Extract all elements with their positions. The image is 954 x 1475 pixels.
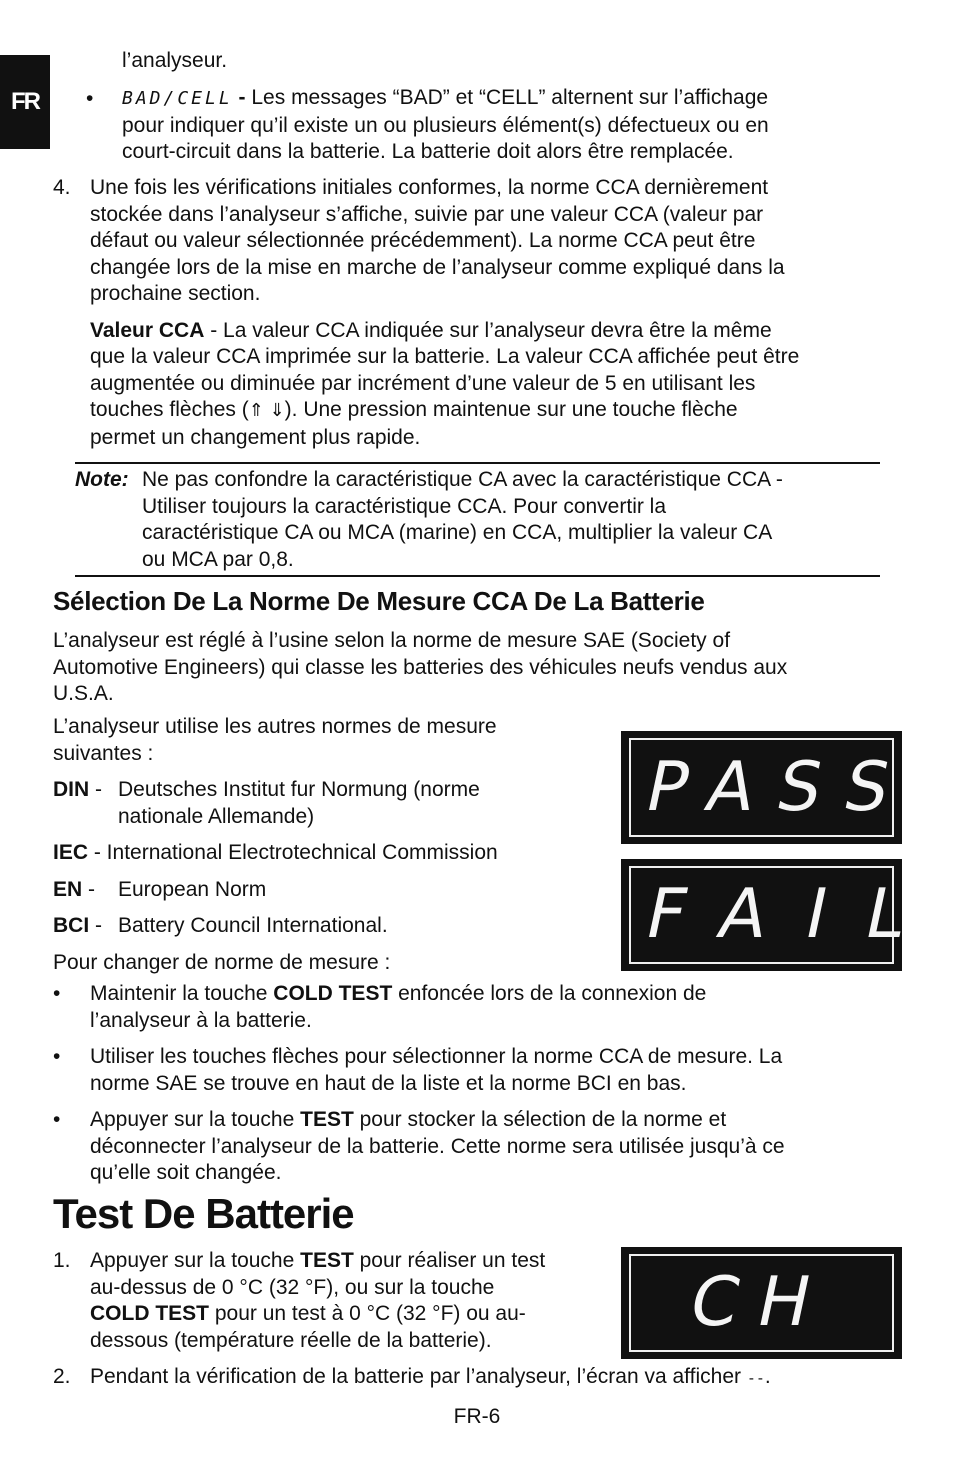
paragraph-line: Automotive Engineers) qui classe les batteries des véhicules neufs vendus aux (53, 655, 788, 679)
norm-text: Deutsches Institut fur Normung (norme (118, 778, 480, 801)
bullet: • (86, 87, 94, 110)
key-name: COLD TEST (90, 1302, 209, 1325)
dash: - (89, 914, 102, 937)
item-text: enfoncée lors de la connexion de (392, 982, 707, 1005)
list-item (53, 1107, 903, 1187)
sae-paragraph (53, 628, 913, 708)
paragraph-line: L’analyseur utilise les autres normes de mesure (53, 715, 497, 738)
display-text: PASS (638, 747, 922, 827)
norm-abbr: EN (53, 877, 83, 901)
norm-text: European Norm (118, 877, 267, 901)
test-step-1 (53, 1248, 613, 1354)
step-number: 2. (53, 1365, 71, 1388)
bullet: • (53, 1108, 61, 1131)
item-text: l’analyseur à la batterie. (90, 1008, 312, 1032)
norm-text: Battery Council International. (118, 914, 388, 937)
note-box (75, 462, 880, 577)
list-item (53, 1044, 903, 1097)
valeur-text: - La valeur CCA indiquée sur l’analyseur devra être la même (204, 318, 772, 342)
norm-abbr: IEC (53, 841, 89, 864)
step-text: stockée dans l’analyseur s’affiche, suivie par une valeur CCA (valeur par (90, 202, 764, 226)
display-ch (621, 1247, 902, 1359)
note-text: ou MCA par 0,8. (142, 547, 294, 571)
step-text: prochaine section. (90, 282, 261, 305)
norm-text: nationale Allemande) (118, 804, 315, 828)
key-name: TEST (300, 1249, 354, 1272)
norm-abbr: DIN (53, 778, 90, 801)
norm-bci (53, 913, 613, 940)
step-text: Une fois les vérifications initiales conformes, la norme CCA dernièrement (90, 176, 769, 199)
step-text: pour un test à 0 °C (32 °F) ou au- (209, 1302, 526, 1325)
key-name: COLD TEST (273, 982, 393, 1005)
step-number: 1. (53, 1249, 71, 1272)
paragraph-line: suivantes : (53, 741, 154, 765)
page-number: FR-6 (453, 1405, 501, 1428)
bad-cell-text: Les messages “BAD” et “CELL” alternent sur l’affichage (251, 86, 769, 109)
norm-text: - International Electrotechnical Commission (88, 841, 498, 864)
item-text: pour stocker la sélection de la norme et (353, 1108, 727, 1131)
item-text: déconnecter l’analyseur de la batterie. Cette norme sera utilisée jusqu’à ce (90, 1134, 785, 1158)
language-tab: FR (0, 55, 50, 149)
step-number: 4. (53, 176, 71, 199)
dash: - (89, 778, 102, 801)
item-text: Maintenir la touche (90, 982, 274, 1005)
dash: - (232, 86, 252, 109)
valeur-text: ). Une pression maintenue sur une touche flèche (284, 398, 738, 421)
list-item (53, 981, 903, 1034)
bullet: • (53, 1045, 61, 1068)
intro-tail: l’analyseur. (122, 49, 228, 72)
item-text: Utiliser les touches flèches pour sélectionner la norme CCA de mesure. La (90, 1045, 783, 1068)
step-text: Pendant la vérification de la batterie par l’analyseur, l’écran va afficher (90, 1365, 747, 1388)
bullet: • (53, 982, 61, 1005)
step-text: défaut ou valeur sélectionnée précédemment). La norme CCA peut être (90, 229, 756, 252)
bad-cell-text: pour indiquer qu’il existe un ou plusieurs élément(s) défectueux ou en (122, 113, 769, 137)
up-down-arrows-icon: ⇑ ⇓ (248, 400, 285, 421)
step-text: changée lors de la mise en marche de l’analyseur comme expliqué dans la (90, 255, 785, 279)
item-text: qu’elle soit changée. (90, 1161, 282, 1184)
step-text: pour réaliser un test (353, 1249, 546, 1272)
note-text: Ne pas confondre la caractéristique CA avec la caractéristique CCA - (142, 468, 783, 491)
paragraph-line: U.S.A. (53, 682, 114, 705)
note-text: Utiliser toujours la caractéristique CCA. Pour convertir la (142, 494, 667, 518)
step-text: au-dessus de 0 °C (32 °F), ou sur la touche (90, 1275, 495, 1299)
dash: - (82, 877, 96, 901)
display-text: FAIL (638, 875, 953, 954)
norm-iec (53, 840, 613, 867)
test-title: Test De Batterie (53, 1190, 354, 1237)
key-name: TEST (300, 1108, 354, 1131)
note-label: Note: (75, 468, 129, 491)
valeur-text: permet un changement plus rapide. (90, 425, 421, 449)
display-fail (621, 859, 953, 971)
paragraph-line: L’analyseur est réglé à l’usine selon la norme de mesure SAE (Society of (53, 629, 731, 652)
change-intro: Pour changer de norme de mesure : (53, 950, 391, 974)
valeur-text: augmentée ou diminuée par incrément d’une valeur de 5 en utilisant les (90, 371, 756, 395)
display-pass (621, 731, 922, 844)
valeur-text: touches flèches ( (90, 398, 249, 421)
bad-cell-text: court-circuit dans la batterie. La batterie doit alors être remplacée. (122, 140, 734, 163)
step-text: dessous (température réelle de la batterie). (90, 1328, 492, 1352)
item-text: norme SAE se trouve en haut de la liste et la norme BCI en bas. (90, 1071, 687, 1095)
section-title: Sélection De La Norme De Mesure CCA De La Batterie (53, 586, 705, 616)
norm-en (53, 877, 613, 904)
bad-cell-item (122, 85, 902, 166)
step-text: . (764, 1365, 771, 1388)
change-bullets (53, 981, 903, 1187)
bad-cell-code: BAD/CELL (122, 88, 233, 109)
norms-column (53, 714, 613, 976)
valeur-text: que la valeur CCA imprimée sur la batterie. La valeur CCA affichée peut être (90, 345, 800, 368)
display-text: CH (682, 1263, 839, 1342)
test-step-2 (53, 1364, 913, 1392)
item-text: Appuyer sur la touche (90, 1108, 301, 1131)
step-text: Appuyer sur la touche (90, 1249, 301, 1272)
norm-din (53, 777, 613, 830)
valeur-cca-label: Valeur CCA (90, 318, 205, 342)
dash-display-code: -- (746, 1369, 765, 1387)
note-text: caractéristique CA ou MCA (marine) en CCA, multiplier la valeur CA (142, 521, 773, 544)
norm-abbr: BCI (53, 914, 90, 937)
step-4 (53, 175, 893, 451)
